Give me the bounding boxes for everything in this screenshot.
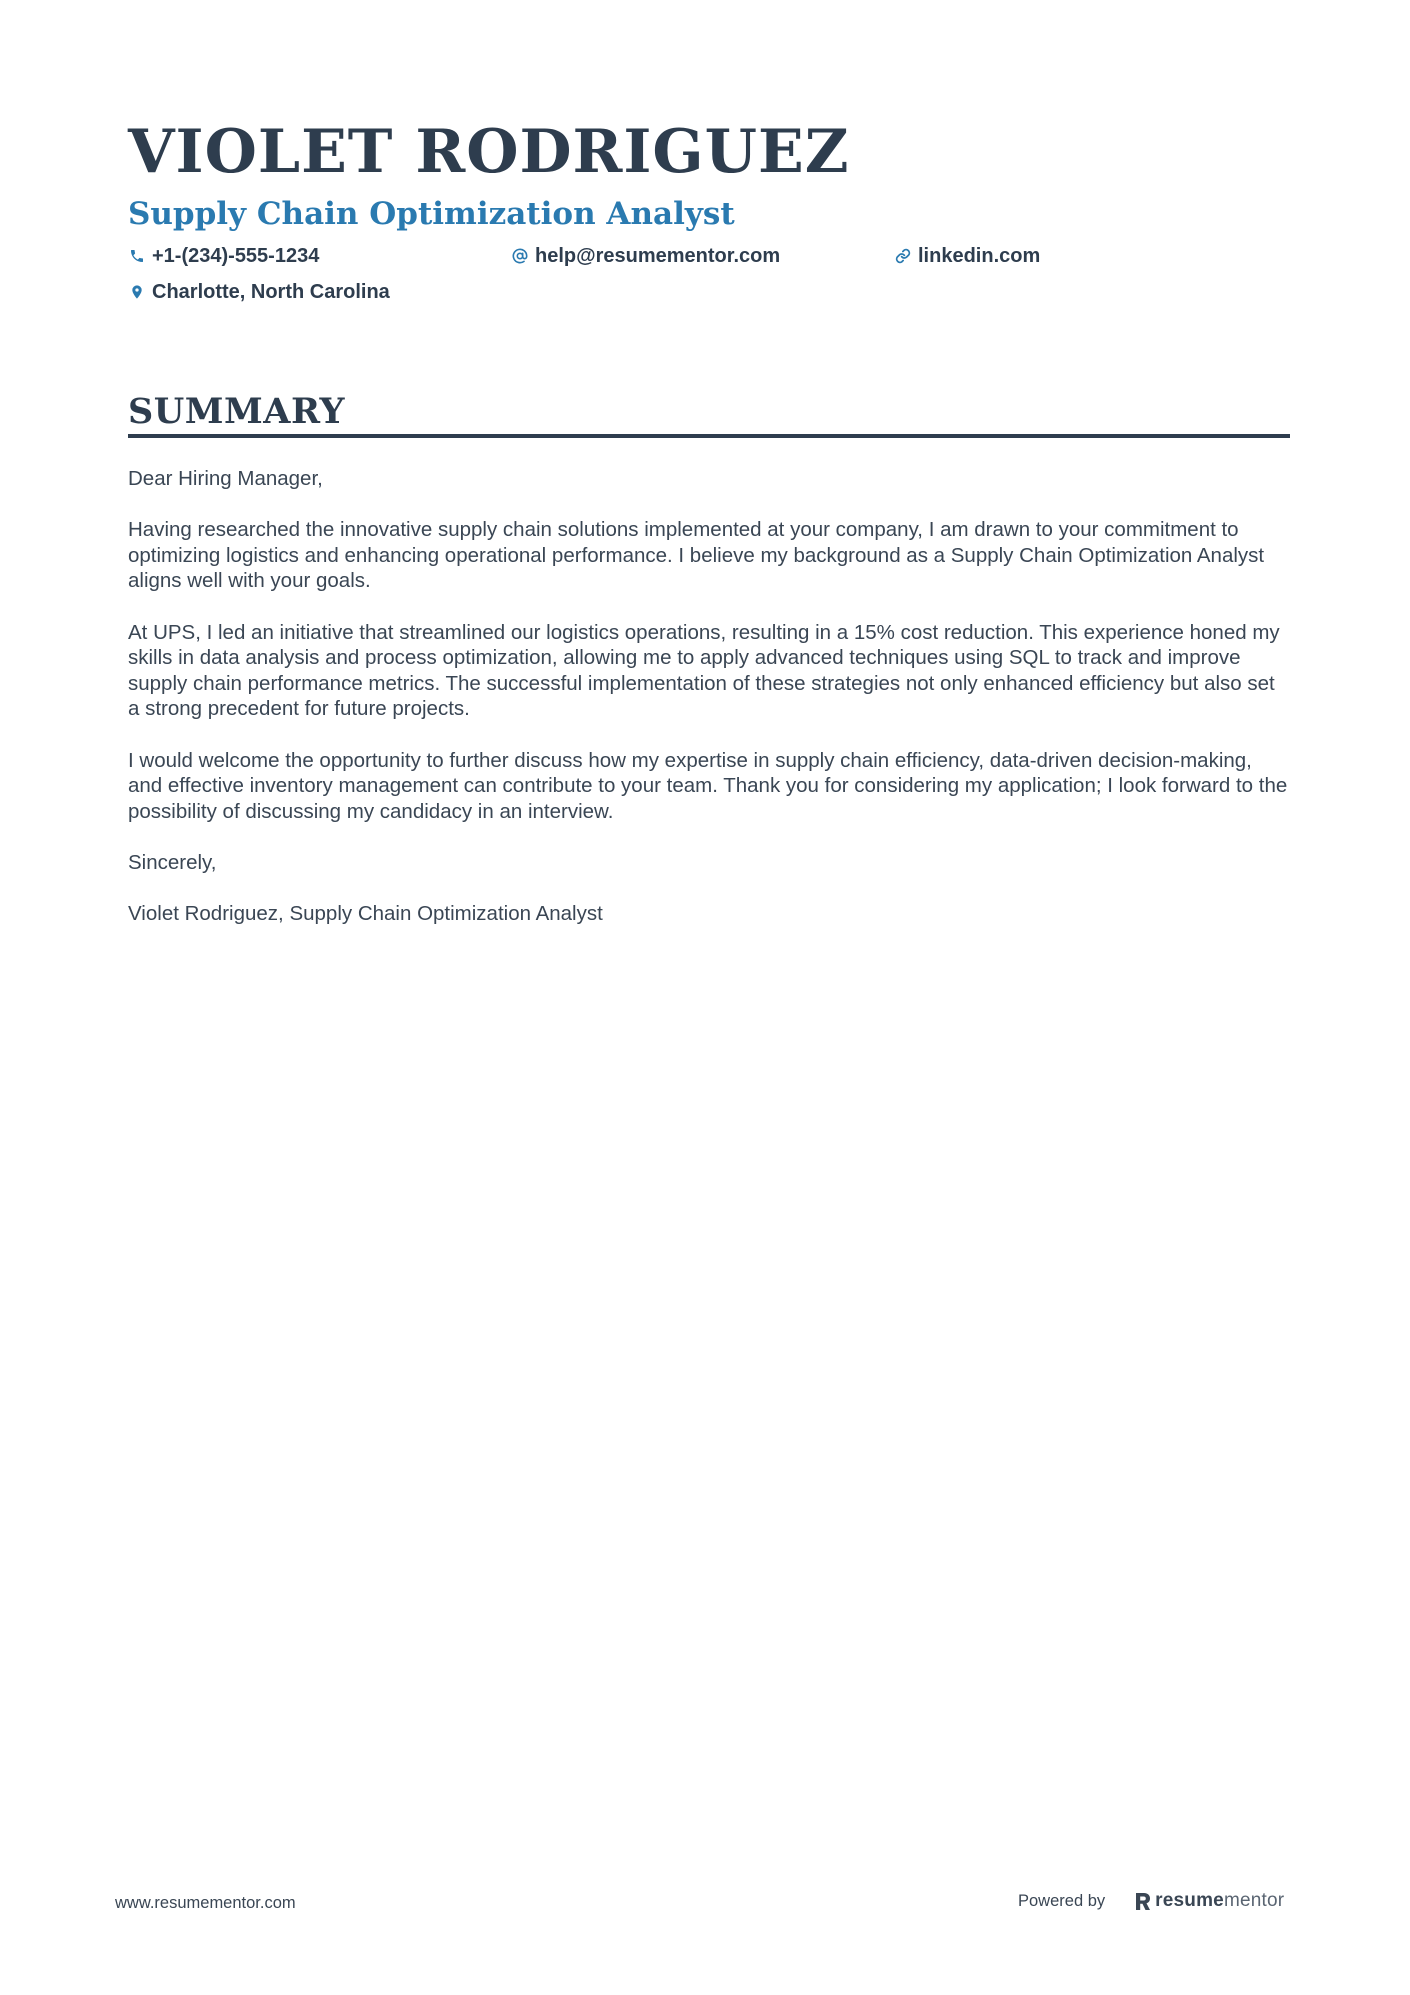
letter-signature: Violet Rodriguez, Supply Chain Optimization Analyst xyxy=(128,902,603,926)
phone-icon xyxy=(128,247,146,265)
phone-text: +1-(234)-555-1234 xyxy=(152,244,320,267)
letter-paragraph: Having researched the innovative supply chain solutions implemented at your company, I am drawn to your commitment to optimizing logistics and enhancing operational performance. I believe my background as a Supply Chain Optimization Analyst aligns well with your goals. xyxy=(128,518,1265,593)
section-divider xyxy=(128,434,1290,438)
powered-by-text: Powered by xyxy=(1018,1891,1106,1910)
contact-email[interactable] xyxy=(511,244,894,268)
letter-paragraph: At UPS, I led an initiative that streamlined our logistics operations, resulting in a 15% cost reduction. This experience honed my skills in data analysis and process optimization, allowing me to apply advanced techniques using SQL to track and improve supply chain performance metrics. The successful implementation of these strategies not only enhanced efficiency but also set a strong precedent for future projects. xyxy=(128,620,1280,721)
summary-section xyxy=(128,390,1290,952)
footer-branding xyxy=(1018,1890,1284,1912)
footer-website[interactable]: www.resumementor.com xyxy=(115,1894,296,1912)
letter-greeting: Dear Hiring Manager, xyxy=(128,467,323,490)
email-text[interactable]: help@resumementor.com xyxy=(535,244,781,267)
letter-closing: Sincerely, xyxy=(128,850,217,874)
location-text: Charlotte, North Carolina xyxy=(152,280,390,303)
contact-phone xyxy=(128,244,511,268)
contact-location xyxy=(128,280,511,304)
link-icon xyxy=(894,247,912,265)
contact-info xyxy=(128,244,1288,304)
candidate-job-title: Supply Chain Optimization Analyst xyxy=(128,196,735,232)
at-icon xyxy=(511,247,529,265)
section-heading: SUMMARY xyxy=(128,391,345,432)
contact-website[interactable] xyxy=(894,244,1277,268)
brand-logo-icon xyxy=(1135,1891,1151,1911)
brand-logo[interactable] xyxy=(1135,1890,1284,1912)
brand-name-light: mentor xyxy=(1223,1890,1285,1911)
cover-letter-body xyxy=(128,466,1290,927)
map-pin-icon xyxy=(128,283,146,301)
website-text[interactable]: linkedin.com xyxy=(918,244,1041,267)
resume-header xyxy=(128,112,1288,304)
brand-name-bold: resume xyxy=(1155,1890,1224,1911)
candidate-name: VIOLET RODRIGUEZ xyxy=(128,117,850,187)
letter-paragraph: I would welcome the opportunity to further discuss how my expertise in supply chain efficiency, data-driven decision-making, and effective inventory management can contribute to your team. Thank you for considering my application; I look forward to the possibility of discussing my candidacy in an interview. xyxy=(128,748,1288,823)
